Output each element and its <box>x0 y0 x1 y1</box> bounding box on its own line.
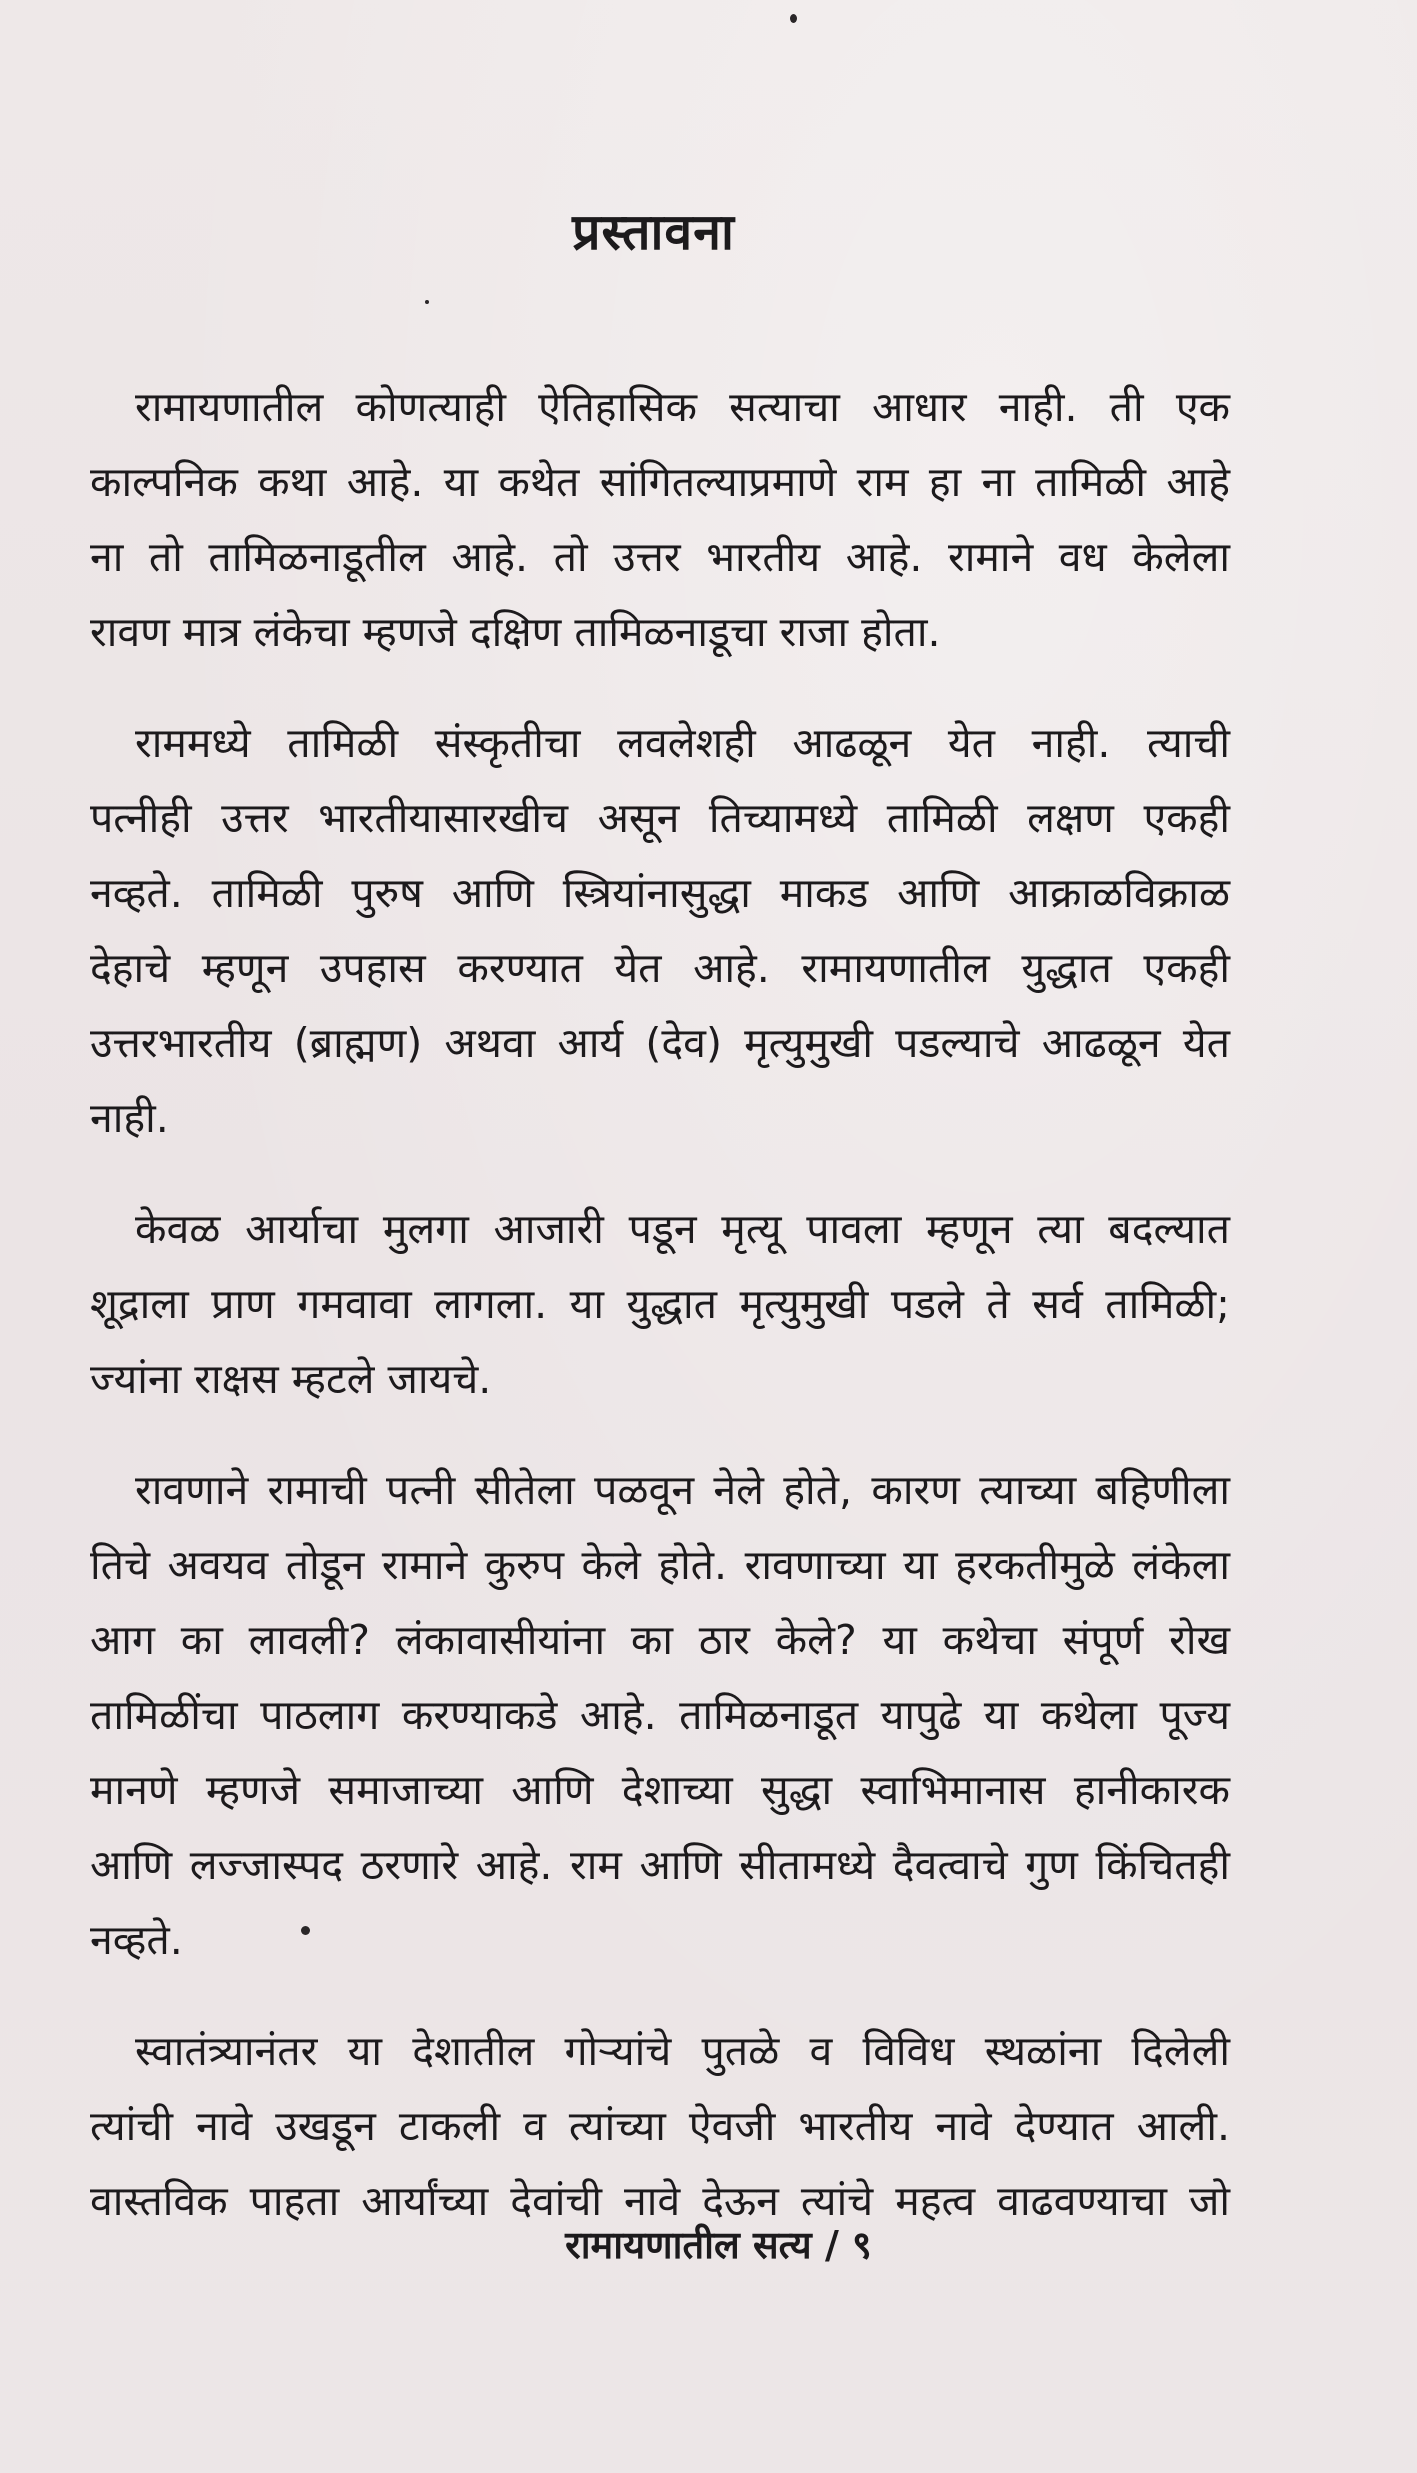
text-line: ना तो तामिळनाडूतील आहे. तो उत्तर भारतीय आहे. रामाने वध केलेला <box>90 533 1230 581</box>
text-line: आणि लज्जास्पद ठरणारे आहे. राम आणि सीतामध्ये दैवत्वाचे गुण किंचितही <box>90 1841 1230 1889</box>
text-line: उत्तरभारतीय (ब्राह्मण) अथवा आर्य (देव) मृत्युमुखी पडल्याचे आढळून येत <box>90 1019 1230 1067</box>
text-line: आग का लावली? लंकावासीयांना का ठार केले? या कथेचा संपूर्ण रोख <box>90 1616 1230 1664</box>
paragraph-5 <box>90 2014 1230 2239</box>
text-line: मानणे म्हणजे समाजाच्या आणि देशाच्या सुद्धा स्वाभिमानास हानीकारक <box>90 1766 1230 1814</box>
text-line: रामायणातील कोणत्याही ऐतिहासिक सत्याचा आधार नाही. ती एक <box>135 383 1230 431</box>
text-line: पत्नीही उत्तर भारतीयासारखीच असून तिच्यामध्ये तामिळी लक्षण एकही <box>90 794 1230 842</box>
text-line: देहाचे म्हणून उपहास करण्यात येत आहे. रामायणातील युद्धात एकही <box>90 944 1230 992</box>
text-line: नव्हते. तामिळी पुरुष आणि स्त्रियांनासुद्धा माकड आणि आक्राळविक्राळ <box>90 869 1230 917</box>
text-line: राममध्ये तामिळी संस्कृतीचा लवलेशही आढळून येत नाही. त्याची <box>135 719 1230 767</box>
text-line: वास्तविक पाहता आर्यांच्या देवांची नावे देऊन त्यांचे महत्व वाढवण्याचा जो <box>90 2177 1230 2225</box>
text-line: तामिळींचा पाठलाग करण्याकडे आहे. तामिळनाडूत यापुढे या कथेला पूज्य <box>90 1691 1230 1739</box>
paragraph-2 <box>90 706 1230 1156</box>
paragraph-1 <box>90 370 1230 670</box>
paragraph-3 <box>90 1192 1230 1417</box>
text-line: त्यांची नावे उखडून टाकली व त्यांच्या ऐवजी भारतीय नावे देण्यात आली. <box>90 2102 1230 2150</box>
text-line: केवळ आर्याचा मुलगा आजारी पडून मृत्यू पावला म्हणून त्या बदल्यात <box>135 1205 1230 1253</box>
text-line: स्वातंत्र्यानंतर या देशातील गोऱ्यांचे पुतळे व विविध स्थळांना दिलेली <box>135 2027 1230 2075</box>
text-line: नव्हते. <box>90 1916 183 1964</box>
text-line: रावण मात्र लंकेचा म्हणजे दक्षिण तामिळनाडूचा राजा होता. <box>90 608 941 656</box>
page-footer: रामायणातील सत्य / ९ <box>565 2223 872 2267</box>
text-line: काल्पनिक कथा आहे. या कथेत सांगितल्याप्रमाणे राम हा ना तामिळी आहे <box>90 458 1230 506</box>
text-line: ज्यांना राक्षस म्हटले जायचे. <box>90 1355 492 1403</box>
text-line: रावणाने रामाची पत्नी सीतेला पळवून नेले होते, कारण त्याच्या बहिणीला <box>135 1466 1230 1514</box>
paragraph-4 <box>90 1453 1230 1978</box>
ink-speck <box>425 300 429 304</box>
ink-speck <box>790 14 797 23</box>
text-line: तिचे अवयव तोडून रामाने कुरुप केले होते. रावणाच्या या हरकतीमुळे लंकेला <box>90 1541 1230 1589</box>
text-line: नाही. <box>90 1094 169 1142</box>
page-title: प्रस्तावना <box>572 203 735 261</box>
text-line: शूद्राला प्राण गमवावा लागला. या युद्धात मृत्युमुखी पडले ते सर्व तामिळी; <box>90 1280 1230 1328</box>
body-text <box>90 370 1230 2275</box>
